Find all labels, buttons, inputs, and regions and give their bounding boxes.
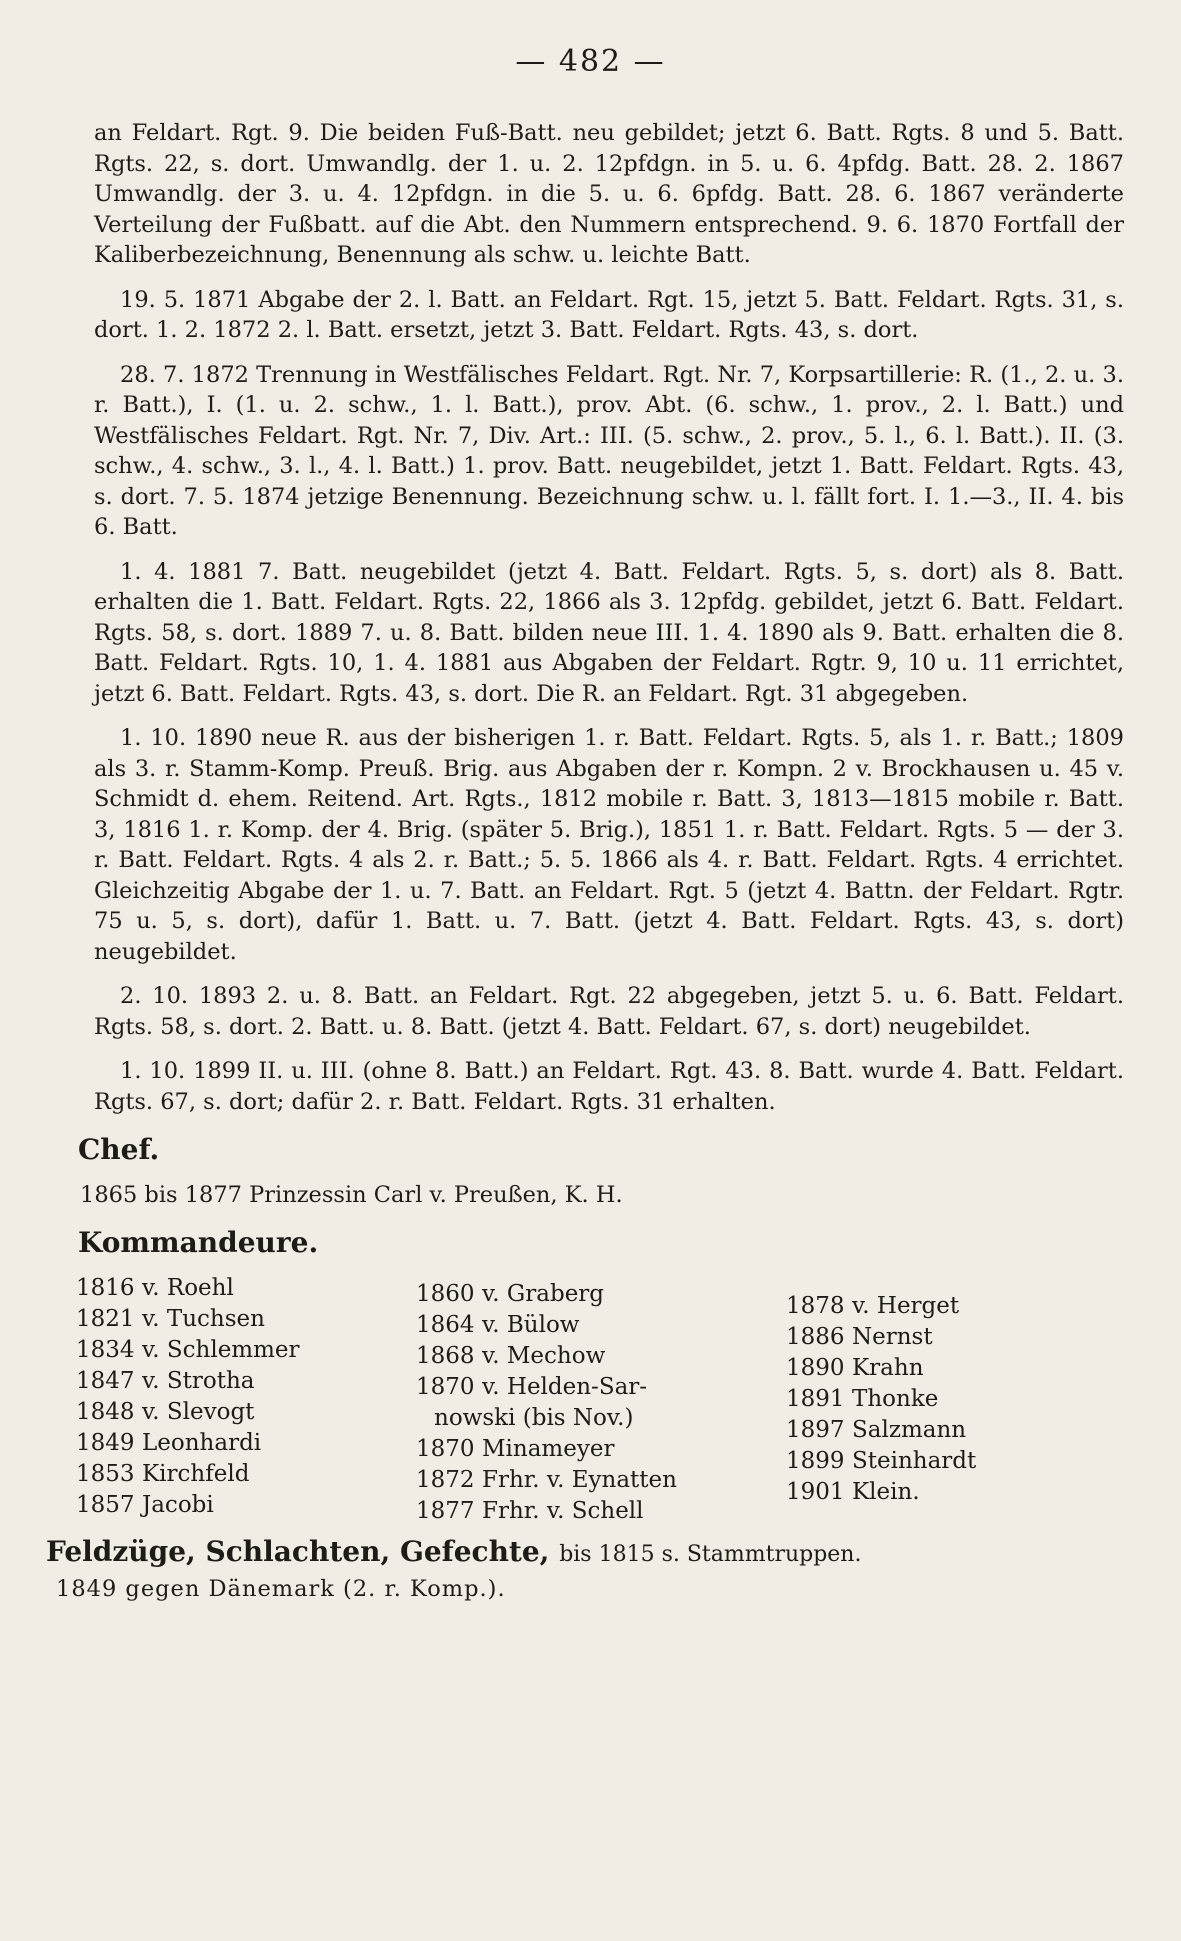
commander-year: 1853	[76, 1460, 135, 1487]
commander-year: 1848	[76, 1398, 135, 1425]
commander-name: Jacobi	[142, 1491, 214, 1518]
commander-name: Frhr. v. Schell	[482, 1497, 644, 1524]
commander-entry	[786, 1322, 1016, 1353]
commander-year: 1870	[416, 1435, 475, 1462]
commander-year: 1899	[786, 1447, 845, 1474]
commander-entry	[416, 1496, 746, 1527]
paragraph: 2. 10. 1893 2. u. 8. Batt. an Feldart. Rgt. 22 abgegeben, jetzt 5. u. 6. Batt. Feldart. Rgts. 58, s. dort. 2. Batt. u. 8. Batt. (jetzt 4. Batt. Feldart. 67, s. dort) neugebildet.	[94, 983, 1124, 1040]
commander-year: 1878	[786, 1292, 845, 1319]
commander-name: Minameyer	[482, 1435, 615, 1462]
commander-entry-continued	[416, 1403, 746, 1434]
campaigns-heading-note: bis 1815 s. Stammtruppen.	[559, 1541, 862, 1567]
page-number: — 482 —	[515, 44, 666, 79]
commander-year: 1877	[416, 1497, 475, 1524]
commander-entry	[76, 1366, 376, 1397]
paragraph: 1. 4. 1881 7. Batt. neugebildet (jetzt 4. Batt. Feldart. Rgts. 5, s. dort) als 8. Batt. erhalten die 1. Batt. Feldart. Rgts. 22, 1866 als 3. 12pfdg. gebildet, jetzt 6. Batt. Feldart. Rgts. 58, s. dort. 1889 7. u. 8. Batt. bilden neue III. 1. 4. 1890 als 9. Batt. erhalten die 8. Batt. Feldart. Rgts. 10, 1. 4. 1881 aus Abgaben der Feldart. Rgtr. 9, 10 u. 11 errichtet, jetzt 6. Batt. Feldart. Rgts. 43, s. dort. Die R. an Feldart. Rgt. 31 abgegeben.	[94, 558, 1124, 707]
commander-year: 1857	[76, 1491, 135, 1518]
commander-entry	[416, 1434, 746, 1465]
commander-name: Klein.	[852, 1478, 920, 1505]
commander-entry	[416, 1341, 746, 1372]
commander-entry	[786, 1446, 1016, 1477]
commander-name: Thonke	[852, 1385, 939, 1412]
commander-name: v. Slevogt	[142, 1398, 255, 1425]
commanders-column-3	[786, 1291, 1016, 1527]
commander-name: v. Helden-Sar-	[482, 1373, 648, 1400]
campaign-entry: 1849 gegen Dänemark (2. r. Komp.).	[56, 1576, 506, 1602]
commander-entry	[76, 1397, 376, 1428]
commander-year: 1886	[786, 1323, 845, 1350]
chef-entry: 1865 bis 1877 Prinzessin Carl v. Preußen, K. H.	[80, 1181, 623, 1208]
commanders-list	[76, 1273, 1016, 1527]
commander-year: 1868	[416, 1342, 475, 1369]
commander-name: v. Tuchsen	[142, 1305, 265, 1332]
commander-year: 1897	[786, 1416, 845, 1443]
commander-entry	[76, 1459, 376, 1490]
commanders-heading: Kommandeure.	[78, 1226, 319, 1259]
paragraph: 19. 5. 1871 Abgabe der 2. l. Batt. an Feldart. Rgt. 15, jetzt 5. Batt. Feldart. Rgts. 31, s. dort. 1. 2. 1872 2. l. Batt. ersetzt, jetzt 3. Batt. Feldart. Rgts. 43, s. dort.	[94, 286, 1124, 343]
commander-entry	[76, 1335, 376, 1366]
commander-name: Krahn	[852, 1354, 924, 1381]
commander-name: v. Roehl	[142, 1274, 234, 1301]
paragraph: 1. 10. 1890 neue R. aus der bisherigen 1. r. Batt. Feldart. Rgts. 5, als 1. r. Batt.; 1809 als 3. r. Stamm-Komp. Preuß. Brig. aus Abgaben der r. Kompn. 2 v. Brockhausen u. 45 v. Schmidt d. ehem. Reitend. Art. Rgts., 1812 mobile r. Batt. 3, 1813—1815 mobile r. Batt. 3, 1816 1. r. Komp. der 4. Brig. (später 5. Brig.), 1851 1. r. Batt. Feldart. Rgts. 5 — der 3. r. Batt. Feldart. Rgts. 4 als 2. r. Batt.; 5. 5. 1866 als 4. r. Batt. Feldart. Rgts. 4 errichtet. Gleichzeitig Abgabe der 1. u. 7. Batt. an Feldart. Rgt. 5 (jetzt 4. Battn. der Feldart. Rgtr. 75 u. 5, s. dort), dafür 1. Batt. u. 7. Batt. (jetzt 4. Batt. Feldart. Rgts. 43, s. dort) neugebildet.	[94, 725, 1124, 965]
paragraph: 1. 10. 1899 II. u. III. (ohne 8. Batt.) an Feldart. Rgt. 43. 8. Batt. wurde 4. Batt. Feldart. Rgts. 67, s. dort; dafür 2. r. Batt. Feldart. Rgts. 31 erhalten.	[94, 1058, 1124, 1115]
commander-entry	[416, 1279, 746, 1310]
commander-entry	[76, 1273, 376, 1304]
commander-year: 1864	[416, 1311, 475, 1338]
commander-year: 1901	[786, 1478, 845, 1505]
campaigns-heading	[46, 1534, 1124, 1571]
commander-entry	[786, 1291, 1016, 1322]
commander-name: Frhr. v. Eynatten	[482, 1466, 677, 1493]
commander-year: 1816	[76, 1274, 135, 1301]
commander-name: Salzmann	[852, 1416, 967, 1443]
commander-name: v. Strotha	[142, 1367, 255, 1394]
commander-entry	[76, 1490, 376, 1521]
commander-entry	[786, 1477, 1016, 1508]
commander-entry	[416, 1465, 746, 1496]
commander-name: Steinhardt	[852, 1447, 977, 1474]
commander-entry	[786, 1353, 1016, 1384]
paragraph: an Feldart. Rgt. 9. Die beiden Fuß-Batt. neu gebildet; jetzt 6. Batt. Rgts. 8 und 5. Batt. Rgts. 22, s. dort. Umwandlg. der 1. u. 2. 12pfdgn. in 5. u. 6. 4pfdg. Batt. 28. 2. 1867 Umwandlg. der 3. u. 4. 12pfdgn. in die 5. u. 6. 6pfdg. Batt. 28. 6. 1867 veränderte Verteilung der Fußbatt. auf die Abt. den Nummern entsprechend. 9. 6. 1870 Fortfall der Kaliberbezeichnung, Benennung als schw. u. leichte Batt.	[94, 120, 1124, 268]
commander-year: 1860	[416, 1280, 475, 1307]
commander-name: Nernst	[852, 1323, 933, 1350]
commanders-column-2	[416, 1279, 746, 1527]
commander-name: Kirchfeld	[142, 1460, 250, 1487]
commander-entry	[786, 1384, 1016, 1415]
commander-entry	[416, 1310, 746, 1341]
commander-year: 1834	[76, 1336, 135, 1363]
commander-name: v. Mechow	[482, 1342, 606, 1369]
document-body	[46, 118, 1124, 1605]
commander-name: v. Bülow	[482, 1311, 580, 1338]
commander-entry	[76, 1304, 376, 1335]
paragraph: 28. 7. 1872 Trennung in Westfälisches Feldart. Rgt. Nr. 7, Korpsartillerie: R. (1., 2. u. 3. r. Batt.), I. (1. u. 2. schw., 1. l. Batt.), prov. Abt. (6. schw., 1. prov., 2. l. Batt.) und Westfälisches Feldart. Rgt. Nr. 7, Div. Art.: III. (5. schw., 2. prov., 5. l., 6. l. Batt.). II. (3. schw., 4. schw., 3. l., 4. l. Batt.) 1. prov. Batt. neugebildet, jetzt 1. Batt. Feldart. Rgts. 43, s. dort. 7. 5. 1874 jetzige Benennung. Bezeichnung schw. u. l. fällt fort. I. 1.—3., II. 4. bis 6. Batt.	[94, 361, 1124, 540]
commander-year: 1890	[786, 1354, 845, 1381]
commander-name: nowski (bis Nov.)	[434, 1404, 634, 1431]
commander-year: 1821	[76, 1305, 135, 1332]
commander-entry	[76, 1428, 376, 1459]
commander-name: v. Graberg	[482, 1280, 605, 1307]
campaigns-heading-title: Feldzüge, Schlachten, Gefechte,	[46, 1534, 550, 1568]
commander-year: 1847	[76, 1367, 135, 1394]
commander-year: 1872	[416, 1466, 475, 1493]
chef-heading: Chef.	[78, 1133, 160, 1166]
commander-year: 1891	[786, 1385, 845, 1412]
commander-entry	[416, 1372, 746, 1403]
commander-name: Leonhardi	[142, 1429, 262, 1456]
commander-year: 1870	[416, 1373, 475, 1400]
commander-entry	[786, 1415, 1016, 1446]
commander-name: v. Herget	[852, 1292, 960, 1319]
commander-year: 1849	[76, 1429, 135, 1456]
commanders-column-1	[76, 1273, 376, 1527]
commander-name: v. Schlemmer	[142, 1336, 300, 1363]
